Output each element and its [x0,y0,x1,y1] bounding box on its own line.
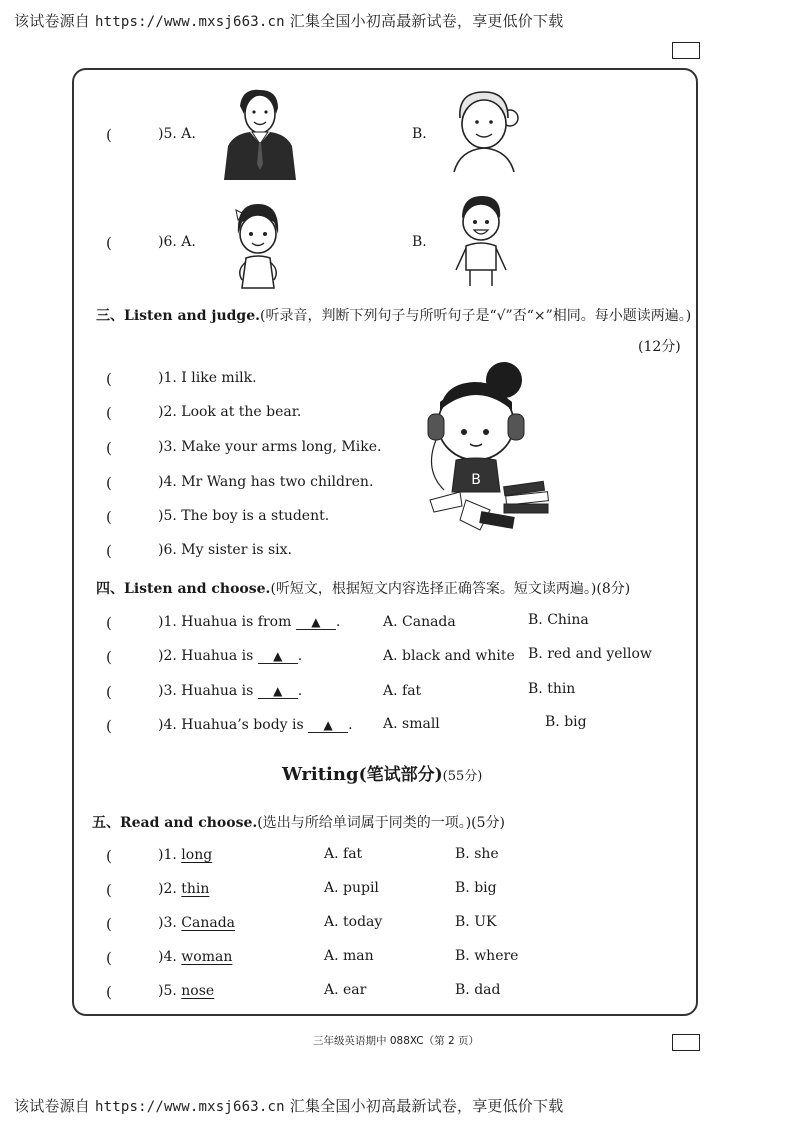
answer-paren[interactable]: ( [106,881,112,899]
given-word: Canada [181,915,236,931]
answer-paren[interactable]: ( [106,370,112,388]
choose-item-1: )1. Huahua is from ▲ . [158,614,341,630]
option-a: A. Canada [383,614,456,630]
option-a: A. fat [383,683,422,699]
classify-item-2 [158,881,209,897]
boy-illustration [452,192,510,288]
option-b: B. thin [528,681,576,697]
section-3-title: 三、Listen and judge. [96,308,260,324]
answer-paren[interactable]: ( [106,648,112,666]
svg-text:B: B [471,472,481,488]
girl-illustration [230,200,286,290]
answer-blank[interactable]: ▲ [308,718,348,733]
answer-paren[interactable]: ( [106,508,112,526]
question-text: )3. Huahua is [158,683,254,699]
answer-paren[interactable]: ( [106,614,112,632]
item-6-label: )6. A. [158,234,196,250]
item-number: )4. [158,949,177,965]
option-b: B. she [455,846,499,862]
question-text: )4. Huahua’s body is [158,717,304,733]
given-word: long [181,847,213,863]
option-b: B. big [545,714,587,730]
section-5-heading [92,812,505,832]
answer-paren[interactable]: ( [106,915,112,933]
page-footer: 三年级英语期中 088XC（第 2 页） [313,1035,479,1047]
answer-blank[interactable]: ▲ [296,615,336,630]
judge-item-2: )2. Look at the bear. [158,404,302,420]
item-number: )1. [158,847,177,863]
writing-title-en: Writing [282,764,359,785]
girl-with-headphones-illustration [420,360,560,536]
option-a: A. today [324,914,383,930]
option-a: A. ear [324,982,367,998]
classify-item-1 [158,847,212,863]
judge-item-6: )6. My sister is six. [158,542,292,558]
source-banner-top [14,10,563,31]
section-3-heading [96,305,691,325]
answer-paren[interactable]: ( [106,474,112,492]
answer-paren[interactable]: ( [106,126,112,144]
option-a: A. black and white [383,648,515,664]
item-5-option-b: B. [412,126,427,142]
answer-paren[interactable]: ( [106,983,112,1001]
banner-prefix: 该试卷源自 [14,12,91,30]
section-3-score: (12分) [638,339,681,355]
classify-item-5 [158,983,214,999]
banner-suffix: 汇集全国小初高最新试卷，享更低价下载 [289,1097,564,1115]
banner-url[interactable]: https://www.mxsj663.cn [94,1099,285,1115]
option-b: B. China [528,612,589,628]
option-a: A. fat [324,846,363,862]
classify-item-4 [158,949,232,965]
man-in-suit-illustration [218,84,298,182]
choose-item-4: )4. Huahua’s body is ▲ . [158,717,353,733]
corner-box-top [672,42,700,59]
writing-title-cn: (笔试部分) [358,765,443,785]
option-b: B. big [455,880,497,896]
option-b: B. dad [455,982,501,998]
question-text: )2. Huahua is [158,648,254,664]
option-b: B. where [455,948,519,964]
section-3-instruction: (听录音，判断下列句子与所听句子是“√”否“×”相同。每小题读两遍。) [260,308,692,324]
judge-item-5: )5. The boy is a student. [158,508,330,524]
option-a: A. pupil [324,880,379,896]
section-4-title: 四、Listen and choose. [96,581,271,597]
option-b: B. red and yellow [528,646,652,662]
section-4-heading [96,578,630,598]
section-5-instruction: (选出与所给单词属于同类的一项。)(5分) [257,815,505,831]
answer-paren[interactable]: ( [106,542,112,560]
option-a: A. small [383,716,440,732]
judge-item-1: )1. I like milk. [158,370,257,386]
option-a: A. man [324,948,374,964]
item-6-option-b: B. [412,234,427,250]
item-5-label: )5. A. [158,126,196,142]
writing-score: (55分) [442,769,483,784]
answer-paren[interactable]: ( [106,439,112,457]
answer-paren[interactable]: ( [106,404,112,422]
banner-suffix: 汇集全国小初高最新试卷，享更低价下载 [289,12,564,30]
given-word: woman [181,949,233,965]
item-number: )5. [158,983,177,999]
grandma-illustration [448,88,524,172]
answer-paren[interactable]: ( [106,234,112,252]
answer-paren[interactable]: ( [106,847,112,865]
answer-paren[interactable]: ( [106,683,112,701]
answer-blank[interactable]: ▲ [258,684,298,699]
source-banner-bottom [14,1095,563,1116]
answer-paren[interactable]: ( [106,717,112,735]
answer-blank[interactable]: ▲ [258,649,298,664]
answer-paren[interactable]: ( [106,949,112,967]
corner-box-bottom [672,1034,700,1051]
choose-item-2: )2. Huahua is ▲ . [158,648,303,664]
given-word: thin [181,881,210,897]
question-text: )1. Huahua is from [158,614,292,630]
choose-item-3: )3. Huahua is ▲ . [158,683,303,699]
banner-url[interactable]: https://www.mxsj663.cn [94,14,285,30]
item-number: )3. [158,915,177,931]
section-4-instruction: (听短文，根据短文内容选择正确答案。短文读两遍。)(8分) [270,581,631,597]
section-5-title: 五、Read and choose. [92,815,258,831]
option-b: B. UK [455,914,497,930]
banner-prefix: 该试卷源自 [14,1097,91,1115]
judge-item-3: )3. Make your arms long, Mike. [158,439,382,455]
judge-item-4: )4. Mr Wang has two children. [158,474,374,490]
given-word: nose [181,983,215,999]
classify-item-3 [158,915,235,931]
item-number: )2. [158,881,177,897]
writing-title [282,760,482,785]
